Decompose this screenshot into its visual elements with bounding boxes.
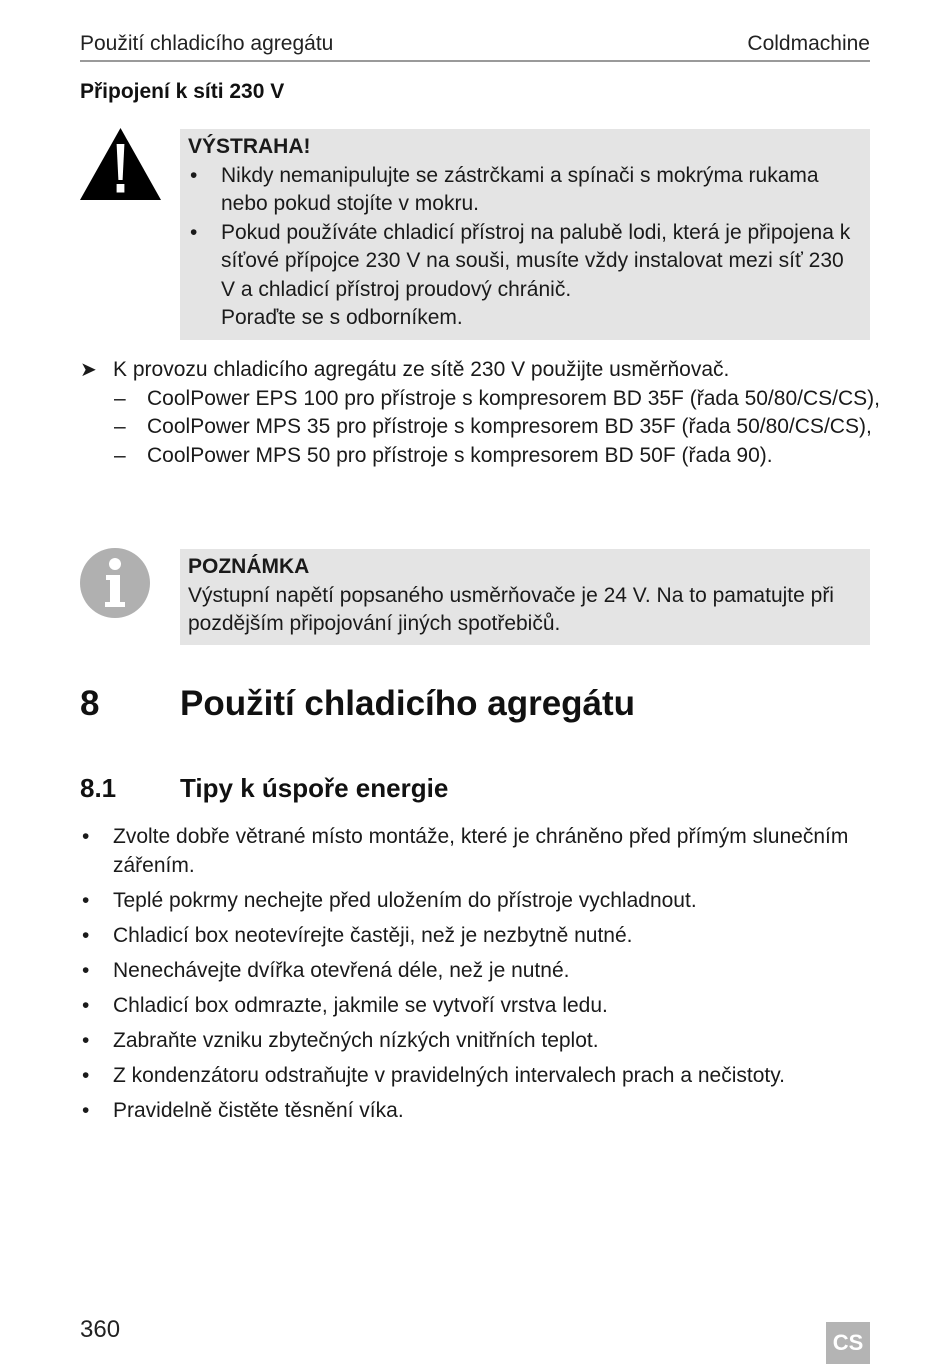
rectifier-item: – CoolPower MPS 50 pro přístroje s kompresorem BD 50F (řada 90). [80, 442, 880, 471]
header-chapter-title: Použití chladicího agregátu [80, 32, 334, 55]
list-item: • Zvolte dobře větrané místo montáže, které je chráněno před přímým slunečním zářením. [80, 823, 875, 880]
chapter-number: 8 [80, 684, 100, 723]
chapter-title: Použití chladicího agregátu [180, 684, 636, 723]
list-item: • Zabraňte vzniku zbytečných nízkých vnitřních teplot. [80, 1027, 875, 1056]
language-badge: CS [826, 1322, 870, 1364]
list-item: • Chladicí box odmrazte, jakmile se vytvoří vrstva ledu. [80, 992, 875, 1021]
warning-item [188, 219, 856, 333]
note-box [180, 549, 870, 645]
header-product-name: Coldmachine [747, 32, 870, 55]
instruction-step [80, 356, 880, 385]
warning-item-text: Pokud používáte chladicí přístroj na palubě lodi, která je připojena k síťové přípojce 230 V na souši, musíte vždy instalovat mezi síť 230 V a chladicí přístroj proudový chránič. [221, 220, 851, 301]
energy-tips-list [80, 823, 875, 1132]
list-item: • Pravidelně čistěte těsnění víka. [80, 1097, 875, 1126]
list-item: • Z kondenzátoru odstraňujte v pravidelných intervalech prach a nečistoty. [80, 1062, 875, 1091]
note-title: POZNÁMKA [188, 555, 310, 578]
list-item: • Teplé pokrmy nechejte před uložením do přístroje vychladnout. [80, 887, 875, 916]
arrow-right-icon: ➤ [80, 359, 97, 381]
list-item: • Chladicí box neotevírejte častěji, než je nezbytně nutné. [80, 922, 875, 951]
warning-advice: Poraďte se s odborníkem. [221, 306, 463, 329]
instruction-text: K provozu chladicího agregátu ze sítě 230 V použijte usměrňovač. [113, 358, 730, 381]
warning-list [188, 162, 856, 333]
section-number: 8.1 [80, 773, 117, 803]
warning-triangle-icon [80, 128, 161, 200]
rectifier-item: – CoolPower MPS 35 pro přístroje s kompresorem BD 35F (řada 50/80/CS/CS), [80, 413, 880, 442]
rectifier-list [80, 385, 880, 471]
warning-box [180, 129, 870, 340]
section-title: Tipy k úspoře energie [180, 773, 449, 803]
info-icon [79, 547, 151, 619]
page-number: 360 [80, 1316, 121, 1343]
list-item: • Nenechávejte dvířka otevřená déle, než je nutné. [80, 957, 875, 986]
instruction [80, 356, 880, 470]
subheading: Připojení k síti 230 V [80, 80, 285, 103]
rectifier-item: – CoolPower EPS 100 pro přístroje s kompresorem BD 35F (řada 50/80/CS/CS), [80, 385, 880, 414]
note-text: Výstupní napětí popsaného usměrňovače je 24 V. Na to pamatujte při pozdějším připojování jiných spotřebičů. [188, 583, 834, 635]
warning-item: • Nikdy nemanipulujte se zástrčkami a spínači s mokrýma rukama nebo pokud stojíte v mokru. [188, 162, 856, 219]
running-header [80, 30, 870, 62]
warning-title: VÝSTRAHA! [188, 135, 311, 158]
